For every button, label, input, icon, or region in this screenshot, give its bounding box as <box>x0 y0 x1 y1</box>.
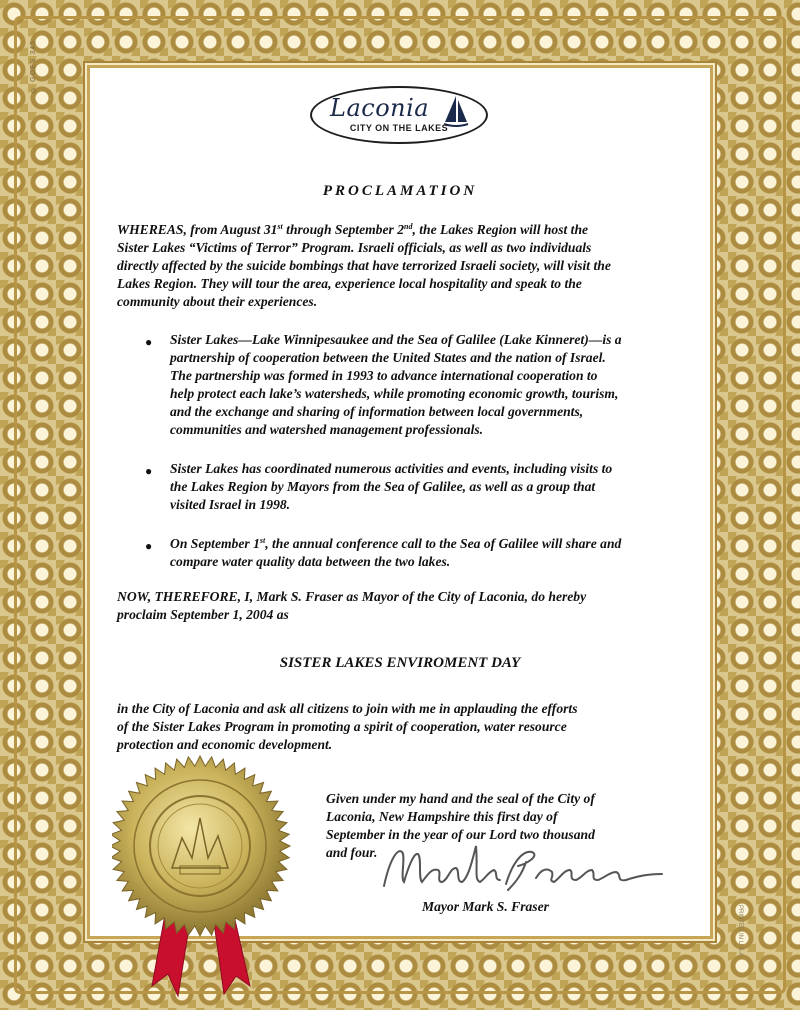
closing-line: in the City of Laconia and ask all citizens to join with me in applauding the efforts <box>117 701 578 716</box>
side-code-bottom: PRINTED IN U.S.A. <box>737 905 743 959</box>
bullet-marker: ● <box>145 464 153 478</box>
bullet-line: the Lakes Region by Mayors from the Sea of Galilee, as well as a group that <box>170 479 596 494</box>
therefore-paragraph <box>117 588 697 624</box>
gold-seal <box>112 748 294 1008</box>
whereas-line: Sister Lakes “Victims of Terror” Program. Israeli officials, as well as two individuals <box>117 240 592 255</box>
whereas-line: WHEREAS, from August 31st through September 2nd, the Lakes Region will host the <box>117 222 589 237</box>
bullet-line: On September 1st, the annual conference call to the Sea of Galilee will share and <box>170 536 622 551</box>
bullet-line: The partnership was formed in 1993 to advance international cooperation to <box>170 368 598 383</box>
bullet-item <box>170 535 700 571</box>
closing-line: of the Sister Lakes Program in promoting a spirit of cooperation, water resource <box>117 719 567 734</box>
bullet-line: visited Israel in 1998. <box>170 497 291 512</box>
given-line: September in the year of our Lord two thousand <box>326 827 595 842</box>
signer-name: Mayor Mark S. Fraser <box>422 899 549 914</box>
whereas-line: community about their experiences. <box>117 294 318 309</box>
whereas-line: directly affected by the suicide bombings that have terrorized Israeli society, will visit the <box>117 258 611 273</box>
whereas-paragraph <box>117 221 697 311</box>
bullet-line: Sister Lakes has coordinated numerous activities and events, including visits to <box>170 461 613 476</box>
page-title: PROCLAMATION <box>322 183 478 199</box>
given-line: Given under my hand and the seal of the City of <box>326 791 595 806</box>
bullet-item <box>170 460 700 514</box>
logo-name: Laconia <box>330 94 430 122</box>
whereas-line: Lakes Region. They will tour the area, experience local hospitality and speak to the <box>117 276 582 291</box>
bullet-line: compare water quality data between the two lakes. <box>170 554 451 569</box>
day-title: SISTER LAKES ENVIROMENT DAY <box>279 655 521 671</box>
closing-line: protection and economic development. <box>117 737 333 752</box>
side-code: © GOES 345 <box>30 40 37 93</box>
given-line: Laconia, New Hampshire this first day of <box>326 809 558 824</box>
bullet-item <box>170 331 700 439</box>
logo-tagline: CITY ON THE LAKES <box>349 123 449 133</box>
bullet-line: help protect each lake’s watersheds, while promoting economic growth, tourism, <box>170 386 619 401</box>
closing-paragraph <box>117 700 697 754</box>
bullet-line: partnership of cooperation between the United States and the nation of Israel. <box>170 350 606 365</box>
city-logo <box>310 86 488 144</box>
bullet-line: communities and watershed management professionals. <box>170 422 484 437</box>
bullet-line: Sister Lakes—Lake Winnipesaukee and the Sea of Galilee (Lake Kinneret)—is a <box>170 332 622 347</box>
given-line: and four. <box>326 845 378 860</box>
bullet-marker: ● <box>145 539 153 553</box>
bullet-marker: ● <box>145 335 153 349</box>
signature <box>376 838 666 900</box>
therefore-line: NOW, THEREFORE, I, Mark S. Fraser as Mayor of the City of Laconia, do hereby <box>117 589 587 604</box>
bullet-line: and the exchange and sharing of information between local governments, <box>170 404 584 419</box>
therefore-line: proclaim September 1, 2004 as <box>117 607 289 622</box>
